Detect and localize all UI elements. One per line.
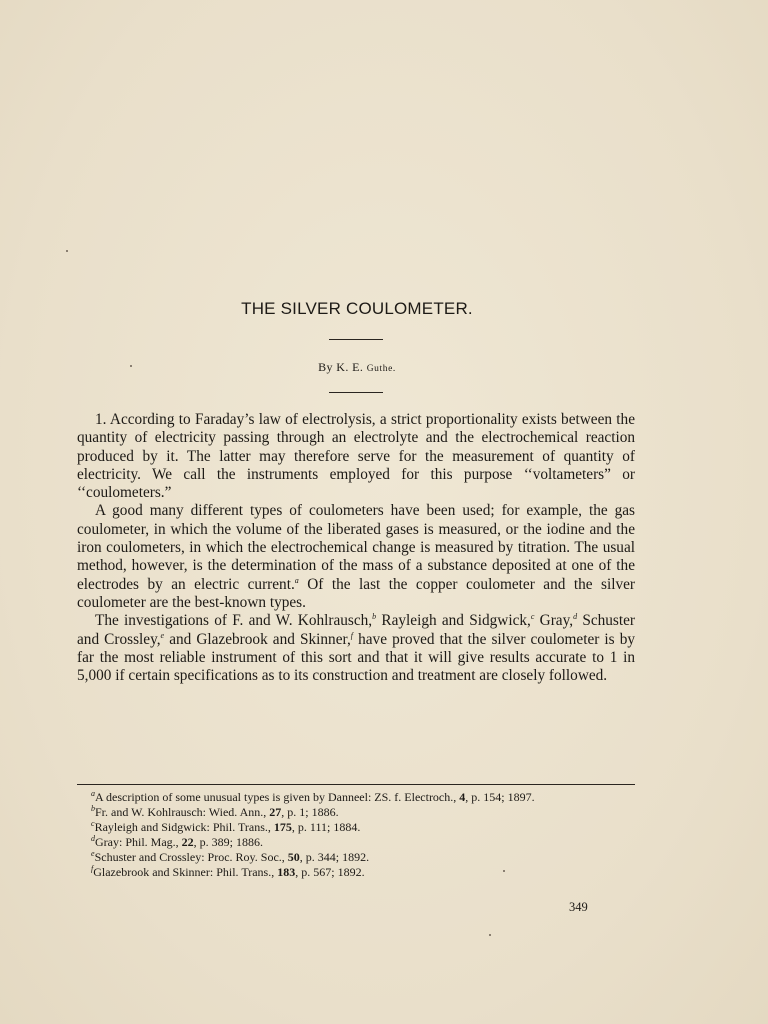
paragraph-text: and Glazebrook and Skinner, <box>164 630 351 648</box>
footnote-ref: c <box>530 612 535 622</box>
footnote-volume: 50 <box>287 850 300 864</box>
footnotes <box>77 790 635 880</box>
paragraph <box>77 502 635 612</box>
footnote-volume: 175 <box>273 820 292 834</box>
footnote-ref: e <box>160 630 165 640</box>
footnote-citation: A description of some unusual types is given by Danneel: ZS. f. Electroch., <box>95 790 460 804</box>
paragraph-text: Of the last the copper coulometer and the silver coulometer are the best-known types. <box>77 575 635 611</box>
footnote-volume: 4 <box>459 790 466 804</box>
footnote-volume: 27 <box>269 805 282 819</box>
footnote <box>77 790 635 805</box>
footnote-page-year: , p. 111; 1884. <box>291 820 361 834</box>
paragraph-text: Schuster and Crossley, <box>77 612 635 648</box>
article-title: THE SILVER COULOMETER. <box>241 299 473 318</box>
footnote-ref: d <box>573 612 578 622</box>
footnote <box>77 850 635 865</box>
paragraph <box>77 612 635 685</box>
footnote-volume: 183 <box>277 865 296 879</box>
byline-rule <box>329 392 383 393</box>
paragraph-text: have proved that the silver coulometer is by far the most reliable instrument of this sort and that it will give results accurate to 1 in 5,000 if certain specifications as to its construction and treatment are closely followed. <box>77 630 636 685</box>
footnote <box>77 805 635 820</box>
page-number: 349 <box>569 900 588 914</box>
paragraph-text: Rayleigh and Sidgwick, <box>376 612 531 630</box>
body-text <box>77 411 635 685</box>
paper-speck <box>130 365 132 367</box>
footnote <box>77 835 635 850</box>
paper-speck <box>489 934 491 936</box>
paragraph-text: A good many different types of coulometers have been used; for example, the gas coulometer, in which the volume of the liberated gases is measured, or the iodine and the iron coulometers, in which the electrochemical change is measured by titration. The usual method, however, is the determination of the mass of a substance deposited at one of the electrodes by an electric current. <box>77 502 635 593</box>
footnote-page-year: , p. 567; 1892. <box>295 865 365 879</box>
footnote-ref: f <box>350 630 354 640</box>
paper-speck <box>503 870 505 872</box>
footnote-citation: Rayleigh and Sidgwick: Phil. Trans., <box>94 820 274 834</box>
footnote-citation: Fr. and W. Kohlrausch: Wied. Ann., <box>95 805 270 819</box>
paragraph-text: 1. According to Faraday’s law of electrolysis, a strict proportionality exists between the quantity of electricity passing through an electrolyte and the electrochemical reaction produced by it. The latter may therefore serve for the measurement of quantity of electricity. We call the instruments employed for this purpose ‘‘voltameters” or ‘‘coulometers.” <box>77 411 635 502</box>
footnote-mark: c <box>91 819 95 828</box>
footnote-mark: f <box>91 864 94 873</box>
footnote-page-year: , p. 1; 1886. <box>281 805 339 819</box>
footnote-citation: Gray: Phil. Mag., <box>95 835 182 849</box>
footnote <box>77 865 635 880</box>
footnote-page-year: , p. 389; 1886. <box>193 835 264 849</box>
paper-speck <box>66 250 68 252</box>
author-surname: Guthe. <box>366 364 396 374</box>
paragraph-text: The investigations of F. and W. Kohlrausch, <box>95 612 373 630</box>
title-rule <box>329 339 383 340</box>
footnote-rule <box>77 784 635 785</box>
footnote-ref: b <box>372 612 377 622</box>
paragraph <box>77 411 635 502</box>
footnote-citation: Glazebrook and Skinner: Phil. Trans., <box>93 865 278 879</box>
footnote-ref: a <box>294 575 299 585</box>
paragraph-text: Gray, <box>534 612 574 630</box>
footnote-mark: e <box>91 849 95 858</box>
byline-prefix: By K. E. <box>318 360 367 374</box>
footnote-citation: Schuster and Crossley: Proc. Roy. Soc., <box>94 850 288 864</box>
footnote-volume: 22 <box>181 835 194 849</box>
author-byline <box>0 360 714 375</box>
footnote-mark: a <box>91 789 95 798</box>
footnote-page-year: , p. 154; 1897. <box>465 790 535 804</box>
footnote-page-year: , p. 344; 1892. <box>299 850 370 864</box>
footnote-mark: b <box>91 804 95 813</box>
footnote <box>77 820 635 835</box>
footnote-mark: d <box>91 834 95 843</box>
